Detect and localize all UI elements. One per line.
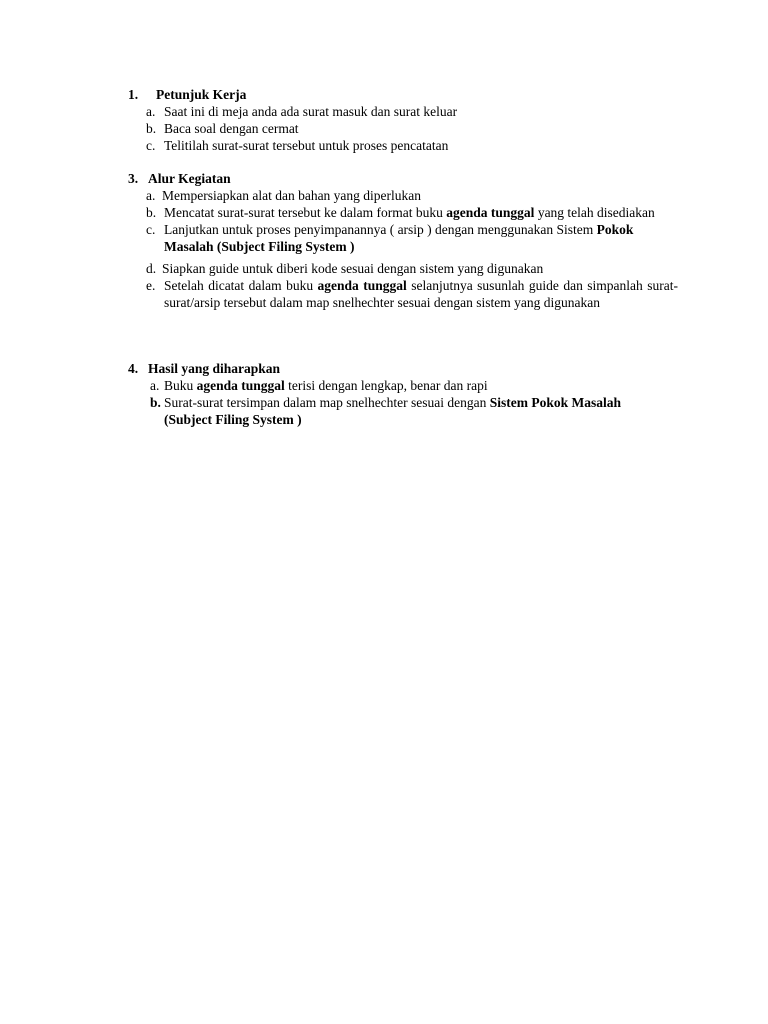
item-bold-text: agenda tunggal xyxy=(317,278,407,293)
list-item xyxy=(128,394,648,428)
item-text-end: terisi dengan lengkap, benar dan rapi xyxy=(284,378,488,393)
section-title: Alur Kegiatan xyxy=(148,171,231,186)
item-bold-text: Sistem Pokok Masalah (Subject Filing System ) xyxy=(164,395,622,427)
section-title: Hasil yang diharapkan xyxy=(148,361,281,376)
item-text: Buku xyxy=(164,378,197,393)
item-marker: b. xyxy=(150,395,161,410)
item-text: Telitilah surat-surat tersebut untuk proses pencatatan xyxy=(164,138,449,153)
item-text: Surat-surat tersimpan dalam map snelhechter sesuai dengan xyxy=(164,395,490,410)
list-item xyxy=(128,221,678,255)
item-text: Baca soal dengan cermat xyxy=(164,121,299,136)
item-marker: d. xyxy=(146,261,157,276)
section-number: 3. xyxy=(128,171,139,186)
section-number: 4. xyxy=(128,361,139,376)
item-marker: e. xyxy=(146,278,156,293)
item-marker: b. xyxy=(146,205,157,220)
item-marker: a. xyxy=(146,188,156,203)
section-hasil-yang-diharapkan xyxy=(128,360,648,428)
section-petunjuk-kerja xyxy=(128,86,678,154)
section-heading xyxy=(128,360,648,377)
section-number: 1. xyxy=(128,87,139,102)
item-bold-text: agenda tunggal xyxy=(196,378,285,393)
item-text-end: selanjutnya susunlah guide dan simpanlah surat-surat/arsip tersebut dalam map snelhechter sesuai dengan sistem yang digunakan xyxy=(164,278,678,310)
item-marker: c. xyxy=(146,138,156,153)
item-text: Saat ini di meja anda ada surat masuk dan surat keluar xyxy=(164,104,458,119)
item-text: Mencatat surat-surat tersebut ke dalam format buku xyxy=(164,205,447,220)
list-item xyxy=(128,377,648,394)
list-item xyxy=(128,204,678,221)
item-marker: a. xyxy=(150,378,160,393)
item-text: Siapkan guide untuk diberi kode sesuai dengan sistem yang digunakan xyxy=(162,261,544,276)
section-heading xyxy=(128,86,678,103)
section-alur-kegiatan xyxy=(128,170,678,311)
item-bold-text: agenda tunggal xyxy=(446,205,535,220)
item-text-end: yang telah disediakan xyxy=(534,205,655,220)
list-item xyxy=(128,277,678,311)
list-item xyxy=(128,187,678,204)
item-marker: b. xyxy=(146,121,157,136)
item-marker: a. xyxy=(146,104,156,119)
item-text: Setelah dicatat dalam buku xyxy=(164,278,318,293)
item-marker: c. xyxy=(146,222,156,237)
item-text: Mempersiapkan alat dan bahan yang diperlukan xyxy=(162,188,422,203)
list-item xyxy=(128,260,678,277)
list-item xyxy=(128,103,678,120)
list-item xyxy=(128,137,678,154)
section-heading xyxy=(128,170,678,187)
list-item xyxy=(128,120,678,137)
item-text: Lanjutkan untuk proses penyimpanannya ( arsip ) dengan menggunakan Sistem xyxy=(164,222,597,237)
item-bold-text: Pokok Masalah (Subject Filing System ) xyxy=(164,222,634,254)
section-title: Petunjuk Kerja xyxy=(156,87,247,102)
